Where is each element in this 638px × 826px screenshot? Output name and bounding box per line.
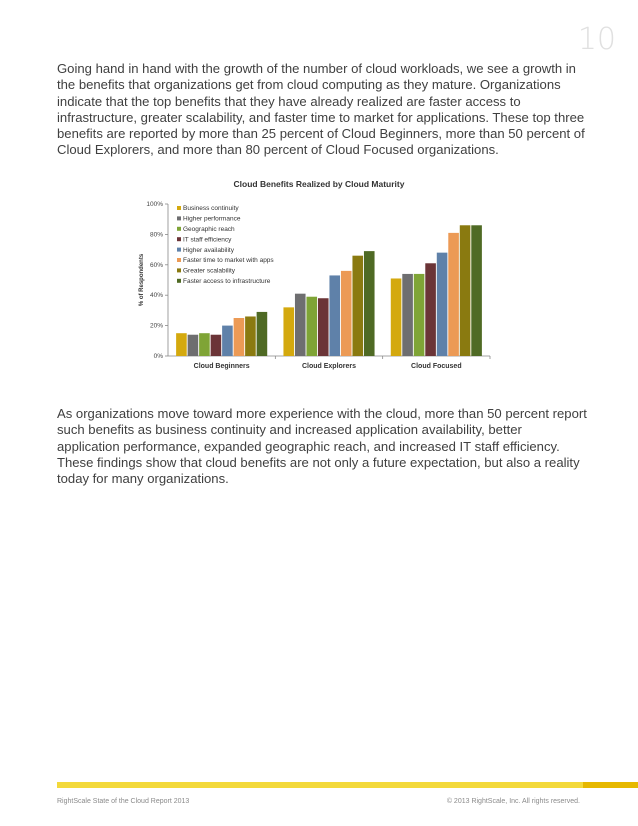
bar (211, 335, 222, 356)
bar (176, 333, 187, 356)
legend-swatch (177, 279, 181, 283)
legend-swatch (177, 248, 181, 252)
bar (318, 298, 329, 356)
legend-swatch (177, 227, 181, 231)
x-category-label: Cloud Beginners (193, 363, 250, 370)
bar (188, 335, 199, 356)
y-tick-label: 20% (149, 322, 163, 330)
bar (234, 318, 245, 356)
bar (448, 233, 459, 356)
legend-label: Higher availability (183, 246, 234, 254)
page-number: 10 (577, 22, 616, 57)
bar (295, 294, 306, 356)
chart-plot-area (146, 201, 490, 370)
bar (414, 274, 425, 356)
findings-paragraph: As organizations move toward more experience with the cloud, more than 50 percent report such benefits as business continuity and increased application availability, better application performance, expanded geographic reach, and increased IT staff efficiency. These findings show that cloud benefits are not only a future expectation, but also a reality today for many organizations. (57, 406, 587, 487)
legend-swatch (177, 268, 181, 272)
bar (460, 225, 471, 356)
legend-label: Business continuity (183, 205, 239, 213)
y-tick-label: 40% (149, 292, 163, 300)
chart-title: Cloud Benefits Realized by Cloud Maturity (233, 179, 405, 189)
footer-divider-accent (583, 782, 638, 788)
legend-label: Higher performance (183, 215, 241, 223)
footer-copyright: © 2013 RightScale, Inc. All rights reserved. (446, 798, 580, 805)
intro-paragraph: Going hand in hand with the growth of the number of cloud workloads, we see a growth in the benefits that organizations get from cloud computing as they mature. Organizations indicate that the top benefits that they have already realized are faster access to infrastructure, greater scalability, and faster time to market for applications. These top three benefits are reported by more than 25 percent of Cloud Beginners, more than 50 percent of Cloud Explorers, and more than 80 percent of Cloud Focused organizations. (57, 61, 585, 158)
bar (306, 297, 317, 356)
bar (222, 326, 233, 356)
cloud-benefits-chart (0, 0, 638, 400)
chart-y-axis-label: % of Respondents (139, 253, 145, 307)
bar (352, 256, 363, 356)
bar (391, 278, 402, 356)
y-tick-label: 60% (149, 261, 163, 269)
legend-label: Faster time to market with apps (183, 257, 274, 265)
bar (329, 275, 340, 356)
bar (283, 307, 294, 356)
y-tick-label: 80% (149, 231, 163, 239)
footer-divider (57, 782, 638, 788)
bar (364, 251, 375, 356)
legend-label: Faster access to infrastructure (183, 278, 271, 285)
footer-report-title: RightScale State of the Cloud Report 2013 (57, 798, 190, 805)
x-category-label: Cloud Explorers (301, 363, 357, 370)
x-category-label: Cloud Focused (411, 363, 462, 370)
legend-label: IT staff efficiency (183, 236, 232, 244)
legend-swatch (177, 258, 181, 262)
bar (471, 225, 482, 356)
bar (437, 253, 448, 356)
bar (341, 271, 352, 356)
bar (245, 316, 256, 356)
bar (425, 263, 436, 356)
legend-swatch (177, 206, 181, 210)
legend-label: Geographic reach (183, 226, 235, 233)
bar (257, 312, 268, 356)
y-tick-label: 100% (146, 201, 163, 208)
y-tick-label: 0% (153, 353, 163, 360)
bar (402, 274, 413, 356)
legend-swatch (177, 237, 181, 241)
bar (199, 333, 210, 356)
legend-swatch (177, 216, 181, 220)
legend-label: Greater scalability (183, 267, 236, 275)
